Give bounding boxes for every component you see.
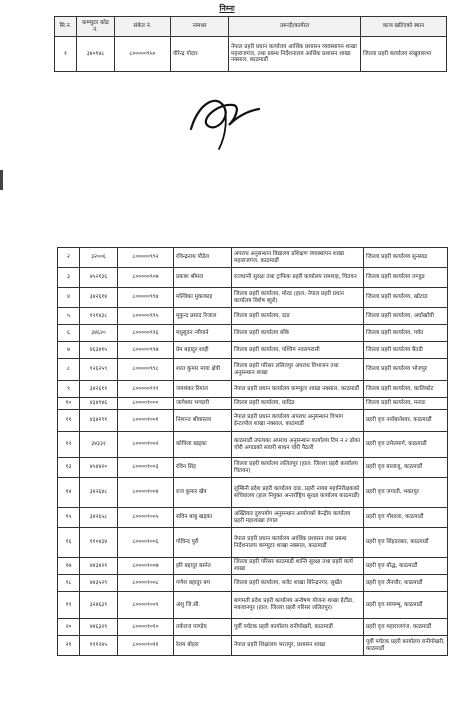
table-row <box>58 458 448 478</box>
code-number-cell: ८००००१००९ <box>118 592 174 619</box>
deputation-place-cell: प्रहरी वृत्त नयाँबानेश्वर, काठमाडौं <box>364 410 448 432</box>
name-cell: शरत कुमार माया क्षेत्री <box>174 359 232 381</box>
computer-code-cell: ३४२६१४ <box>80 288 118 308</box>
table-row <box>58 636 448 656</box>
scan-edge-mark <box>0 170 3 190</box>
serial-cell: ११ <box>58 410 80 432</box>
table-row <box>58 575 448 592</box>
serial-cell: १६ <box>58 528 80 558</box>
code-number-cell: ८०००००९९५ <box>118 308 174 325</box>
deputation-place-cell: जिल्ला प्रहरी कार्यालय सुनसाड <box>364 248 448 268</box>
deputation-place-cell: प्रहरी वृत्त महाराजगंज, काठमाडौं <box>364 619 448 636</box>
signature <box>185 85 265 155</box>
name-cell: जयशंकर रिमाल <box>174 381 232 398</box>
code-number-cell: ८०००००९९८ <box>118 359 174 381</box>
computer-code-cell: ४३४२९१ <box>80 410 118 432</box>
table-row <box>58 381 448 398</box>
serial-cell: १७ <box>58 558 80 575</box>
computer-code-cell: १११२४५ <box>80 636 118 656</box>
main-table-body <box>58 248 448 656</box>
computer-code-cell: ३४२६५८ <box>80 508 118 528</box>
serial-cell: ७ <box>58 342 80 359</box>
name-cell: हरि बहादुर बस्नेत <box>174 558 232 575</box>
code-number-cell: ८००००१००६ <box>118 528 174 558</box>
name-cell: जागेश्वर भण्डारी <box>174 398 232 410</box>
serial-cell: १२ <box>58 432 80 458</box>
main-table <box>57 247 448 656</box>
code-number-cell: ८०००००९९६ <box>118 325 174 342</box>
code-number-cell: ८००००१००१ <box>118 410 174 432</box>
computer-code-cell: १२६२५९ <box>80 359 118 381</box>
posting-cell: जिल्ला प्रहरी परिसर काठमाडौं शान्ति सुरक्षा तथा प्रहरी कार्य शाखा <box>232 558 364 575</box>
serial-cell: १५ <box>58 508 80 528</box>
table-row <box>58 558 448 575</box>
computer-code-cell: ४५२१३६ <box>80 268 118 288</box>
posting-cell: जिल्ला प्रहरी कार्यालय, पश्चिम नवलपरासी <box>232 342 364 359</box>
code-number-cell: ८००००१००८ <box>118 575 174 592</box>
top-table <box>54 16 447 72</box>
computer-code-cell: ३४२६४८ <box>80 478 118 508</box>
serial-cell: २० <box>58 619 80 636</box>
computer-code-cell: ३४०१४८ <box>77 37 115 72</box>
deputation-place-cell: प्रहरी वृत्त स्वयम्भू, काठमाडौं <box>364 592 448 619</box>
name-cell: रविन्द्रनाथ पौडेल <box>174 248 232 268</box>
column-header: तरुन्दी/कार्यरत <box>229 17 361 37</box>
deputation-place-cell: प्रहरी वृत्त बौद्ध, काठमाडौं <box>364 558 448 575</box>
top-table-body <box>55 37 447 72</box>
column-header: सि.न. <box>55 17 77 37</box>
code-number-cell: ८००००१००५ <box>118 508 174 528</box>
table-row <box>58 592 448 619</box>
serial-cell: १८ <box>58 575 80 592</box>
computer-code-cell: ३२००६ <box>80 248 118 268</box>
deputation-place-cell: जिल्ला प्रहरी कार्यालय, पर्वत <box>364 325 448 342</box>
posting-cell: काठमाडौं उपत्यका अपराध अनुसन्धान कार्यालय टिम न.२ ढोका चोरी अगाडको सवारी साधन चोरी पैठारी <box>232 432 364 458</box>
name-cell: प्रकाश श्रीमल <box>174 268 232 288</box>
serial-cell: ३ <box>58 268 80 288</box>
name-cell: मुकुन्द प्रसाद रिजाल <box>174 308 232 325</box>
deputation-place-cell: प्रहरी वृत्त बालाजु, काठमाडौं <box>364 458 448 478</box>
posting-cell: नेपाल प्रहरी प्रधान कार्यालय आर्थिक प्रशासन तथा प्रबन्ध निर्देशनालय कम्प्युटर शाखा नक्साल, काठमाडौं <box>232 528 364 558</box>
deputation-place-cell: जिल्ला प्रहरी कार्यालय संखुवासभा <box>361 37 447 72</box>
computer-code-cell: ४३४९४६ <box>80 398 118 410</box>
code-number-cell: ८००००१००४ <box>118 478 174 508</box>
deputation-place-cell: जिल्ला प्रहरी कार्यालय, मनाङ <box>364 398 448 410</box>
name-cell: मधुसुदन न्यौपाने <box>174 325 232 342</box>
deputation-place-cell: प्रहरी वृत्त लैनचौर, काठमाडौं <box>364 575 448 592</box>
name-cell: कोपिला खड्का <box>174 432 232 458</box>
posting-cell: पूर्वी पर्यटक प्रहरी कार्यालय रानीपोखरी, काठमाडौं <box>232 619 364 636</box>
table-row <box>58 268 448 288</box>
posting-cell: जिल्ला प्रहरी कार्यालय, बजेट शाखा बिरेन्द्रनगर, सुर्खेत <box>232 575 364 592</box>
name-cell: सविन बाबु खड्का <box>174 508 232 528</box>
serial-cell: २१ <box>58 636 80 656</box>
column-header: कम्प्युटर कोड नं. <box>77 17 115 37</box>
table-row <box>58 325 448 342</box>
table-row <box>58 508 448 528</box>
serial-cell: ६ <box>58 325 80 342</box>
posting-cell: नेपाल प्रहरी शिक्षालय भरतपुर, प्रशासन शाखा <box>232 636 364 656</box>
posting-cell: जिल्ला प्रहरी कार्यालय, धादिङ <box>232 398 364 410</box>
serial-cell: ४ <box>58 288 80 308</box>
code-number-cell: ८०००००९५० <box>115 37 171 72</box>
deputation-place-cell: प्रहरी वृत्त जगाती, भक्तपुर <box>364 478 448 508</box>
code-number-cell: ८००००१०११ <box>118 636 174 656</box>
posting-cell: नेपाल प्रहरी प्रधान कार्यालय अपराध अनुसन्धान विभाग ईन्टरपोल शाखा नक्साल, काठमाडौं <box>232 410 364 432</box>
code-number-cell: ८००००१००० <box>118 398 174 410</box>
serial-cell: १४ <box>58 478 80 508</box>
name-cell: गोविन्द पुरी <box>174 528 232 558</box>
name-cell: राज कुमार खेत्र <box>174 478 232 508</box>
code-number-cell: ८०००००९०७ <box>118 268 174 288</box>
table-row <box>58 398 448 410</box>
name-cell: वीरेन्द्र गोदार <box>171 37 229 72</box>
posting-cell: जिल्ला प्रहरी कार्यालय बाँके <box>232 325 364 342</box>
code-number-cell: ८००००१००३ <box>118 458 174 478</box>
posting-cell: जिल्ला प्रहरी परिसर ललितपुर अपराध विभाजन तथा अनुसन्धान शाखा <box>232 359 364 381</box>
table-row <box>58 619 448 636</box>
column-header: संकेत नं. <box>115 17 171 37</box>
code-number-cell: ८०००००९९२ <box>118 248 174 268</box>
serial-cell: ९ <box>58 381 80 398</box>
name-cell: रेशम बोहरा <box>174 636 232 656</box>
table-row <box>58 432 448 458</box>
name-cell: रविन सिंह <box>174 458 232 478</box>
serial-cell: ८ <box>58 359 80 381</box>
serial-cell: २ <box>58 248 80 268</box>
computer-code-cell: ११०४३४ <box>80 528 118 558</box>
posting-cell: जिल्ला प्रहरी कार्यालय, दाङ <box>232 308 364 325</box>
page-title: निम्नः <box>219 4 235 13</box>
computer-code-cell: ४६३४१५ <box>80 342 118 359</box>
table-row <box>58 288 448 308</box>
table-row <box>55 37 447 72</box>
computer-code-cell: ३४३३२ <box>80 432 118 458</box>
serial-cell: १३ <box>58 458 80 478</box>
name-cell: अंशु जि.सी. <box>174 592 232 619</box>
deputation-place-cell: जिल्ला प्रहरी कार्यालय, अर्घाखाँची <box>364 308 448 325</box>
code-number-cell: ८०००००९९७ <box>118 342 174 359</box>
posting-cell: अपराध अनुसन्धान विद्यालय प्रशिक्षण व्यवस्थापन शाखा महाराजगंज, काठमाडौं <box>232 248 364 268</box>
deputation-place-cell: जिल्ला प्रहरी कार्यालय भोजपुर <box>364 359 448 381</box>
code-number-cell: ८००००१००२ <box>118 432 174 458</box>
serial-cell: ५ <box>58 308 80 325</box>
computer-code-cell: ४४३४२१ <box>80 558 118 575</box>
posting-cell: बागमती प्रदेश प्रहरी कार्यालय अन्वेषण योजना शाखा हेटौंडा, मकवानपुर (हाल: जिल्ला प्रहरी परिसर ललितपुर) <box>232 592 364 619</box>
table-row <box>58 478 448 508</box>
computer-code-cell: ४४३५२९ <box>80 575 118 592</box>
deputation-place-cell: जिल्ला प्रहरी कार्यालय बैतडी <box>364 342 448 359</box>
column-header: नामथर <box>171 17 229 37</box>
table-row <box>58 342 448 359</box>
deputation-place-cell: प्रहरी वृत्त ठमेलमार्ग, काठमाडौं <box>364 432 448 458</box>
name-cell: तर्कराज पाण्डेय <box>174 619 232 636</box>
posting-cell: जिल्ला प्रहरी कार्यालय, मोरड (हाल: नेपाल प्रहरी प्रधान कार्यालय विशेष ब्युरो) <box>232 288 364 308</box>
code-number-cell: ८००००१००७ <box>118 558 174 575</box>
deputation-place-cell: प्रहरी वृत्त सिंहदरबार, काठमाडौं <box>364 528 448 558</box>
code-number-cell: ८०००००९९४ <box>118 288 174 308</box>
table-row <box>58 248 448 268</box>
serial-cell: १ <box>55 37 77 72</box>
posting-cell: जिल्ला प्रहरी कार्यालय ललितपुर (हाल: जिल्ला प्रहरी कार्यालय चितवन) <box>232 458 364 478</box>
computer-code-cell: ३२४६३९ <box>80 592 118 619</box>
posting-cell: राजधानी सुरक्षा तथा ट्राफिक प्रहरी कार्यालय रामशाह, चितवन <box>232 268 364 288</box>
serial-cell: १० <box>58 398 80 410</box>
name-cell: निशान्त श्रीवास्तव <box>174 410 232 432</box>
deputation-place-cell: जिल्ला प्रहरी कार्यालय, कालिकोट <box>364 381 448 398</box>
table-row <box>58 359 448 381</box>
table-row <box>58 410 448 432</box>
deputation-place-cell: जिल्ला प्रहरी कार्यालय, खोटाङ <box>364 288 448 308</box>
posting-cell: नेपाल प्रहरी प्रधान कार्यालय कम्प्युटर शाखा नक्साल, काठमाडौं <box>232 381 364 398</box>
table-row <box>58 528 448 558</box>
column-header: काज खटिएको स्थान <box>361 17 447 37</box>
computer-code-cell: ४४६३२९ <box>80 619 118 636</box>
posting-cell: लुम्बिनी प्रदेश प्रहरी कार्यालय दाङ, प्रहरी नायब महानिरीक्षकको सचिवालय (हाल नियुक्त अन्तर्राष्ट्रिय सुरक्षा कार्यालय काठमाडौं) <box>232 478 364 508</box>
computer-code-cell: ३४२६११ <box>80 381 118 398</box>
deputation-place-cell: पूर्वी पर्यटक प्रहरी कार्यालय रानीपोखरी, काठमाडौं <box>364 636 448 656</box>
name-cell: मल्लिका मुकाकाइ <box>174 288 232 308</box>
computer-code-cell: ३४६२० <box>80 325 118 342</box>
code-number-cell: ८०००००९९९ <box>118 381 174 398</box>
posting-cell: अख्तियार दुरुपयोग अनुसन्धान आयोगको केन्द्रीय कार्यालय प्रहरी महाशाखा टंगाल <box>232 508 364 528</box>
table-header <box>55 17 447 37</box>
deputation-place-cell: जिल्ला प्रहरी कार्यालय तम्जुङ <box>364 268 448 288</box>
deputation-place-cell: प्रहरी वृत्त गौशाला, काठमाडौं <box>364 508 448 528</box>
posting-cell: नेपाल प्रहरी प्रधान कार्यालय आर्थिक प्रशासन व्यवस्थापन शाखा महाराजगंज, तथा प्रबन्ध निर्देशनालय आर्थिक प्रशासन शाखा नक्साल, काठमाडौं <box>229 37 361 72</box>
code-number-cell: ८००००१०१० <box>118 619 174 636</box>
table-row <box>58 308 448 325</box>
computer-code-cell: ४५४४२० <box>80 458 118 478</box>
name-cell: प्रेम बहादुर शाही <box>174 342 232 359</box>
computer-code-cell: १२१४३८ <box>80 308 118 325</box>
name-cell: गणेश बहादुर बम <box>174 575 232 592</box>
serial-cell: १९ <box>58 592 80 619</box>
